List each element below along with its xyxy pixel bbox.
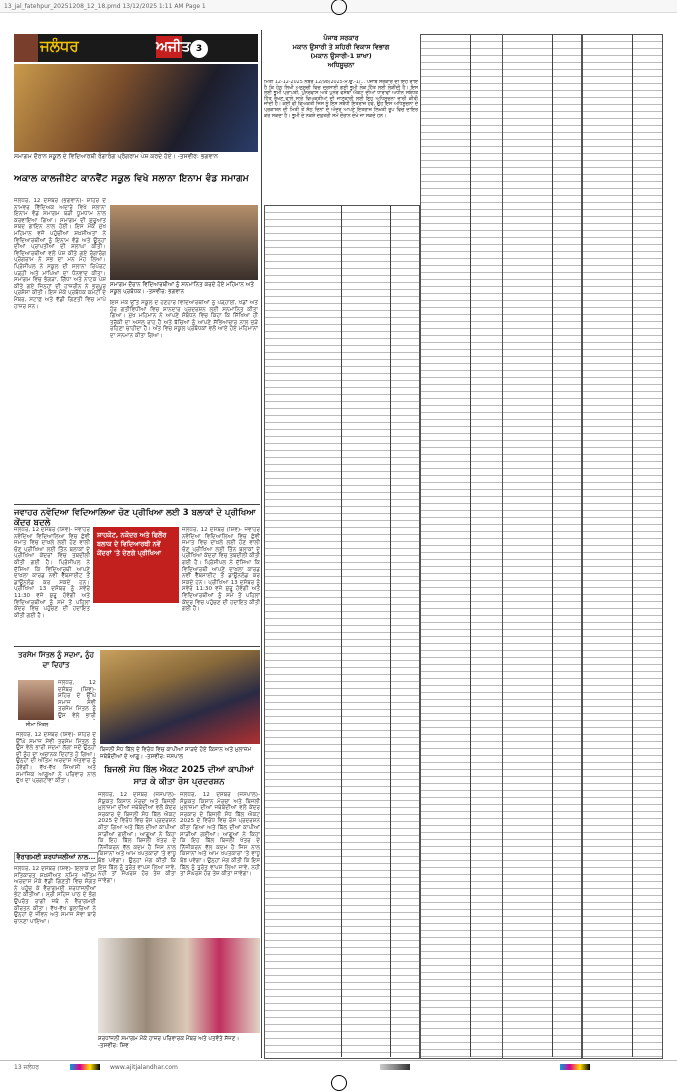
story2-highlight-box: ਸ਼ਾਹਕੋਟ, ਨਕੋਦਰ ਅਤੇ ਫਿਲੌਰ ਬਲਾਕ ਦੇ ਵਿਦਿਆਰਥੀ ਨਵੇਂ ਕੇਂਦਰਾਂ 'ਤੇ ਦੇਣਗੇ ਪ੍ਰੀਖਿਆ — [93, 527, 179, 603]
footer-center: www.ajitjalandhar.com — [110, 1064, 178, 1071]
table-column-divider — [552, 34, 553, 1057]
notice-title-line: ਪੰਜਾਬ ਸਰਕਾਰ — [323, 34, 359, 42]
story5-body: ਜਲੰਧਰ, 12 ਦਸੰਬਰ (ਸ਼ਿਵ)- ਇਲਾਕੇ ਦੀ ਸਤਿਕਾਰਤ ਸ਼ਖ਼ਸੀਅਤ ਨਮਿਤ ਅੰਤਿਮ ਅਰਦਾਸ ਮੌਕੇ ਵੱਡੀ ਗਿਣਤੀ ਵਿਚ ਸੰਗਤ ਨੇ ਪਹੁੰਚ ਕੇ ਵੈਰਾਗਮਈ ਸ਼ਰਧਾਂਜਲੀਆਂ ਭੇਟ ਕੀਤੀਆਂ। ਸ੍ਰੀ ਸਹਿਜ ਪਾਠ ਦੇ ਭੋਗ ਉਪਰੰਤ ਰਾਗੀ ਜਥੇ ਨੇ ਵੈਰਾਗਮਈ ਕੀਰਤਨ ਕੀਤਾ। ਵੱਖ-ਵੱਖ ਬੁਲਾਰਿਆਂ ਨੇ ਉਨ੍ਹਾਂ ਦੇ ਜੀਵਨ ਅਤੇ ਸਮਾਜ ਸੇਵਾ ਬਾਰੇ ਚਾਨਣਾ ਪਾਇਆ। — [14, 866, 96, 925]
story5-photo — [98, 938, 260, 1033]
portrait-photo — [18, 680, 54, 720]
hero-caption: ਸਮਾਗਮ ਦੌਰਾਨ ਸਕੂਲ ਦੇ ਵਿਦਿਆਰਥੀ ਰੰਗਾਰੰਗ ਪ੍ਰੋਗਰਾਮ ਪੇਸ਼ ਕਰਦੇ ਹੋਏ। -ਤਸਵੀਰ: ਭਗਵਾਨ — [14, 153, 218, 160]
brand-city: ਜਲੰਧਰ — [40, 37, 79, 55]
story1-headline: ਅਕਾਲ ਕਾਲਜੀਏਟ ਕਾਨਵੈਂਟ ਸਕੂਲ ਵਿਖੇ ਸਲਾਨਾ ਇਨਾਮ ਵੰਡ ਸਮਾਗਮ — [14, 174, 249, 184]
story5-photo-caption: ਸ਼ਰਧਾਂਜਲੀ ਸਮਾਗਮ ਮੌਕੇ ਹਾਜ਼ਰ ਪਰਿਵਾਰਕ ਮੈਂਬਰ ਅਤੇ ਪਤਵੰਤੇ ਸੱਜਣ। -ਤਸਵੀਰ: ਸ਼ਿਵ — [98, 1036, 240, 1049]
story2-body: ਜਲੰਧਰ, 12 ਦਸੰਬਰ (ਸ਼ਿਵ)- ਜਵਾਹਰ ਨਵੋਦਿਆ ਵਿਦਿਆਲਿਆ ਵਿਚ ਛੇਵੀਂ ਜਮਾਤ ਵਿਚ ਦਾਖ਼ਲੇ ਲਈ ਹੋਣ ਵਾਲੀ ਚੋਣ ਪ੍ਰੀਖਿਆ ਲਈ ਤਿੰਨ ਬਲਾਕਾਂ ਦੇ ਪ੍ਰੀਖਿਆ ਕੇਂਦਰਾਂ ਵਿਚ ਤਬਦੀਲੀ ਕੀਤੀ ਗਈ ਹੈ। ਪ੍ਰਿੰਸੀਪਲ ਨੇ ਦੱਸਿਆ ਕਿ ਵਿਦਿਆਰਥੀ ਆਪਣੇ ਦਾਖ਼ਲਾ ਕਾਰਡ ਨਵੀਂ ਵੈੱਬਸਾਈਟ ਤੋਂ ਡਾਊਨਲੋਡ ਕਰ ਸਕਦੇ ਹਨ। ਪ੍ਰੀਖਿਆ 13 ਦਸੰਬਰ ਨੂੰ ਸਵੇਰੇ 11:30 ਵਜੇ ਸ਼ੁਰੂ ਹੋਵੇਗੀ ਅਤੇ ਵਿਦਿਆਰਥੀਆਂ ਨੂੰ ਸਮੇਂ ਤੋਂ ਪਹਿਲਾਂ ਕੇਂਦਰ ਵਿਚ ਪਹੁੰਚਣ ਦੀ ਹਦਾਇਤ ਕੀਤੀ ਗਈ ਹੈ। — [14, 527, 90, 619]
brand-paper: ਅਜੀਤ — [156, 36, 182, 58]
story5-headline: ਵੈਰਾਗਮਈ ਸ਼ਰਧਾਂਜਲੀਆਂ ਨਾਲ... — [14, 852, 98, 863]
gray-bar — [380, 1064, 410, 1070]
story3-body-side: ਜਲੰਧਰ, 12 ਦਸੰਬਰ (ਸ਼ਿਵ)- ਸ਼ਹਿਰ ਦੇ ਉੱਘੇ ਸਮਾਜ ਸੇਵੀ ਤਰਸੇਮ ਮਿੱਤਲ ਨੂੰ ਉਸ ਵੇਲੇ ਭਾਰੀ — [58, 680, 96, 719]
column-divider — [261, 30, 262, 1058]
schedule-table-col3 — [502, 34, 582, 1059]
schedule-table-col4 — [582, 34, 663, 1059]
notice-title-line: (ਮਕਾਨ ਉਸਾਰੀ-1 ਸ਼ਾਖਾ) — [310, 52, 372, 60]
story1-photo — [110, 205, 258, 280]
story4-body-continued: ਜਲੰਧਰ, 12 ਦਸੰਬਰ (ਜਸਪਾਲ)- ਸੰਯੁਕਤ ਕਿਸਾਨ ਮੋਰਚਾ ਅਤੇ ਬਿਜਲੀ ਮੁਲਾਜ਼ਮਾਂ ਦੀਆਂ ਜਥੇਬੰਦੀਆਂ ਵਲੋਂ ਕੇਂਦਰ ਸਰਕਾਰ ਦੇ ਬਿਜਲੀ ਸੋਧ ਬਿੱਲ ਐਕਟ 2025 ਦੇ ਵਿਰੋਧ ਵਿਚ ਰੋਸ ਪ੍ਰਦਰਸ਼ਨ ਕੀਤਾ ਗਿਆ ਅਤੇ ਬਿੱਲ ਦੀਆਂ ਕਾਪੀਆਂ ਸਾੜੀਆਂ ਗਈਆਂ। ਆਗੂਆਂ ਨੇ ਕਿਹਾ ਕਿ ਇਹ ਬਿੱਲ ਬਿਜਲੀ ਖੇਤਰ ਦੇ ਨਿੱਜੀਕਰਨ ਵੱਲ ਕਦਮ ਹੈ ਜਿਸ ਨਾਲ ਕਿਸਾਨਾਂ ਅਤੇ ਆਮ ਖਪਤਕਾਰਾਂ 'ਤੇ ਵਾਧੂ ਬੋਝ ਪਵੇਗਾ। ਉਨ੍ਹਾਂ ਮੰਗ ਕੀਤੀ ਕਿ ਇਸ ਬਿੱਲ ਨੂੰ ਤੁਰੰਤ ਵਾਪਸ ਲਿਆ ਜਾਵੇ, ਨਹੀਂ ਤਾਂ ਸੰਘਰਸ਼ ਹੋਰ ਤੇਜ਼ ਕੀਤਾ ਜਾਵੇਗਾ। — [180, 792, 260, 878]
color-bar — [560, 1064, 590, 1070]
table-column-divider — [470, 34, 471, 1057]
print-info: 13_jal_fatehpur_20251208_12_18.pmd 13/12/2025 1:11 AM Page 1 — [4, 3, 206, 10]
story1-photo-caption: ਸਮਾਗਮ ਦੌਰਾਨ ਵਿਦਿਆਰਥੀਆਂ ਨੂੰ ਸਨਮਾਨਿਤ ਕਰਦੇ ਹੋਏ ਮਹਿਮਾਨ ਅਤੇ ਸਕੂਲ ਪ੍ਰਬੰਧਕ। -ਤਸਵੀਰ: ਭਗਵਾਨ — [110, 282, 255, 295]
story4-headline: ਬਿਜਲੀ ਸੋਧ ਬਿੱਲ ਐਕਟ 2025 ਦੀਆਂ ਕਾਪੀਆਂ ਸਾੜ ਕੇ ਕੀਤਾ ਰੋਸ ਪ੍ਰਦਰਸ਼ਨ — [104, 765, 254, 787]
footer — [0, 1060, 677, 1075]
story3-body: ਜਲੰਧਰ, 12 ਦਸੰਬਰ (ਸ਼ਿਵ)- ਸ਼ਹਿਰ ਦੇ ਉੱਘੇ ਸਮਾਜ ਸੇਵੀ ਤਰਸੇਮ ਮਿੱਤਲ ਨੂੰ ਉਸ ਵੇਲੇ ਭਾਰੀ ਸਦਮਾ ਲੱਗਾ ਜਦੋਂ ਉਨ੍ਹਾਂ ਦੀ ਨੂੰਹ ਦਾ ਅਚਾਨਕ ਦਿਹਾਂਤ ਹੋ ਗਿਆ। ਉਨ੍ਹਾਂ ਦੀ ਅੰਤਿਮ ਅਰਦਾਸ ਐਤਵਾਰ ਨੂੰ ਹੋਵੇਗੀ। ਵੱਖ-ਵੱਖ ਸਿਆਸੀ ਅਤੇ ਸਮਾਜਿਕ ਆਗੂਆਂ ਨੇ ਪਰਿਵਾਰ ਨਾਲ ਦੁੱਖ ਦਾ ਪ੍ਰਗਟਾਵਾ ਕੀਤਾ। — [16, 732, 96, 785]
notice-title-line: ਅਧਿਸੂਚਨਾ — [327, 61, 355, 69]
story2-body-continued: ਜਲੰਧਰ, 12 ਦਸੰਬਰ (ਸ਼ਿਵ)- ਜਵਾਹਰ ਨਵੋਦਿਆ ਵਿਦਿਆਲਿਆ ਵਿਚ ਛੇਵੀਂ ਜਮਾਤ ਵਿਚ ਦਾਖ਼ਲੇ ਲਈ ਹੋਣ ਵਾਲੀ ਚੋਣ ਪ੍ਰੀਖਿਆ ਲਈ ਤਿੰਨ ਬਲਾਕਾਂ ਦੇ ਪ੍ਰੀਖਿਆ ਕੇਂਦਰਾਂ ਵਿਚ ਤਬਦੀਲੀ ਕੀਤੀ ਗਈ ਹੈ। ਪ੍ਰਿੰਸੀਪਲ ਨੇ ਦੱਸਿਆ ਕਿ ਵਿਦਿਆਰਥੀ ਆਪਣੇ ਦਾਖ਼ਲਾ ਕਾਰਡ ਨਵੀਂ ਵੈੱਬਸਾਈਟ ਤੋਂ ਡਾਊਨਲੋਡ ਕਰ ਸਕਦੇ ਹਨ। ਪ੍ਰੀਖਿਆ 13 ਦਸੰਬਰ ਨੂੰ ਸਵੇਰੇ 11:30 ਵਜੇ ਸ਼ੁਰੂ ਹੋਵੇਗੀ ਅਤੇ ਵਿਦਿਆਰਥੀਆਂ ਨੂੰ ਸਮੇਂ ਤੋਂ ਪਹਿਲਾਂ ਕੇਂਦਰ ਵਿਚ ਪਹੁੰਚਣ ਦੀ ਹਦਾਇਤ ਕੀਤੀ ਗਈ ਹੈ। — [182, 527, 260, 613]
table-column-divider — [390, 205, 391, 1057]
story4-photo — [100, 650, 260, 744]
notice-title — [264, 34, 418, 70]
page-number: 3 — [190, 40, 208, 58]
notice-title-line: ਮਕਾਨ ਉਸਾਰੀ ਤੇ ਸ਼ਹਿਰੀ ਵਿਕਾਸ ਵਿਭਾਗ — [292, 43, 390, 51]
color-bar — [70, 1064, 100, 1070]
hero-photo — [14, 64, 258, 152]
story1-body-continued: ਇਸ ਮੌਕੇ ਉੱਤੇ ਸਕੂਲ ਦੇ ਹੋਣਹਾਰ ਵਿਦਿਆਰਥੀਆਂ ਨੂੰ ਪੜ੍ਹਾਈ, ਖੇਡਾਂ ਅਤੇ ਹੋਰ ਗਤੀਵਿਧੀਆਂ ਵਿਚ ਸ਼ਾਨਦਾਰ ਪ੍ਰਦਰਸ਼ਨ ਲਈ ਸਨਮਾਨਿਤ ਕੀਤਾ ਗਿਆ। ਮੁੱਖ ਮਹਿਮਾਨ ਨੇ ਆਪਣੇ ਸੰਬੋਧਨ ਵਿਚ ਕਿਹਾ ਕਿ ਸਿੱਖਿਆ ਹੀ ਤਰੱਕੀ ਦਾ ਅਸਲ ਰਾਹ ਹੈ ਅਤੇ ਬੱਚਿਆਂ ਨੂੰ ਆਪਣੇ ਸੱਭਿਆਚਾਰ ਨਾਲ ਜੁੜੇ ਰਹਿਣਾ ਚਾਹੀਦਾ ਹੈ। ਅੰਤ ਵਿਚ ਸਕੂਲ ਪ੍ਰਬੰਧਕਾਂ ਵਲੋਂ ਆਏ ਹੋਏ ਮਹਿਮਾਨਾਂ ਦਾ ਸਨਮਾਨ ਕੀਤਾ ਗਿਆ। — [110, 300, 258, 339]
divider — [14, 646, 260, 647]
notice-body: ਮਿਤੀ 12-12-2025 ਨੰਬਰ 12/98/2025-ਮ.ਉ.-1/... ਪੰਜਾਬ ਸਰਕਾਰ ਦੀ ਇਹ ਰਾਇ ਹੈ ਕਿ ਹੇਠ ਲਿਖੀ ਅਨੁਸੂਚੀ ਵਿਚ ਦਰਸਾਈ ਗਈ ਭੂਮੀ ਲੋਕ ਹਿੱਤ ਲਈ ਲੋੜੀਂਦੀ ਹੈ। ਇਸ ਲਈ ਭੂਮੀ ਪ੍ਰਾਪਤੀ, ਪੁਨਰਵਾਸ ਅਤੇ ਪੁਨਰ ਵਸੇਬਾ ਐਕਟ ਦੀਆਂ ਧਾਰਾਵਾਂ ਅਧੀਨ ਸਬੰਧਤ ਹਿੱਤ ਰੱਖਣ ਵਾਲੇ ਸਾਰੇ ਵਿਅਕਤੀਆਂ ਦੀ ਜਾਣਕਾਰੀ ਲਈ ਇਹ ਅਧਿਸੂਚਨਾ ਜਾਰੀ ਕੀਤੀ ਜਾਂਦੀ ਹੈ। ਕੋਈ ਵੀ ਵਿਅਕਤੀ ਜਿਸ ਨੂੰ ਇਸ ਸਬੰਧੀ ਇਤਰਾਜ਼ ਹੋਵੇ, ਉਹ ਇਸ ਅਧਿਸੂਚਨਾ ਦੇ ਪ੍ਰਕਾਸ਼ਨ ਦੀ ਮਿਤੀ ਤੋਂ ਸੱਠ ਦਿਨਾਂ ਦੇ ਅੰਦਰ ਆਪਣੇ ਇਤਰਾਜ਼ ਲਿਖਤੀ ਰੂਪ ਵਿਚ ਦਾਇਰ ਕਰ ਸਕਦਾ ਹੈ। ਭੂਮੀ ਦੇ ਨਕਸ਼ੇ ਦਫ਼ਤਰੀ ਸਮੇਂ ਦੌਰਾਨ ਦੇਖੇ ਜਾ ਸਕਦੇ ਹਨ। — [264, 80, 418, 119]
story3-headline: ਤਰਸੇਮ ਮਿੱਤਲ ਨੂੰ ਸਦਮਾ, ਨੂੰਹ ਦਾ ਦਿਹਾਂਤ — [18, 651, 94, 669]
portrait-label: ਸੀਮਾ ਮਿੱਤਲ — [25, 722, 49, 728]
divider — [14, 504, 260, 505]
footer-left: 13 ਜਲੰਧਰ — [14, 1064, 40, 1071]
story2-headline: ਜਵਾਹਰ ਨਵੋਦਿਆ ਵਿਦਿਆਲਿਆ ਚੋਣ ਪ੍ਰੀਖਿਆ ਲਈ 3 ਬਲਾਕਾਂ ਦੇ ਪ੍ਰੀਖਿਆ ਕੇਂਦਰ ਬਦਲੇ — [14, 508, 256, 528]
masthead-thumbnail — [14, 34, 38, 62]
story4-photo-caption: ਬਿਜਲੀ ਸੋਧ ਬਿੱਲ ਦੇ ਵਿਰੋਧ ਵਿਚ ਕਾਪੀਆਂ ਸਾੜਦੇ ਹੋਏ ਕਿਸਾਨ ਅਤੇ ਮੁਲਾਜ਼ਮ ਜਥੇਬੰਦੀਆਂ ਦੇ ਆਗੂ। -ਤਸਵੀਰ: ਜਸਪਾਲ — [100, 747, 252, 760]
story1-body: ਜਲੰਧਰ, 12 ਦਸੰਬਰ (ਭਗਵਾਨ)- ਸ਼ਹਿਰ ਦੇ ਨਾਮਵਰ ਵਿੱਦਿਅਕ ਅਦਾਰੇ ਵਿਖੇ ਸਲਾਨਾ ਇਨਾਮ ਵੰਡ ਸਮਾਗਮ ਬੜੀ ਧੂਮਧਾਮ ਨਾਲ ਕਰਵਾਇਆ ਗਿਆ। ਸਮਾਗਮ ਦੀ ਸ਼ੁਰੂਆਤ ਸ਼ਬਦ ਗਾਇਨ ਨਾਲ ਹੋਈ। ਇਸ ਮੌਕੇ ਮੁੱਖ ਮਹਿਮਾਨ ਵਜੋਂ ਪਹੁੰਚੀਆਂ ਸ਼ਖ਼ਸੀਅਤਾਂ ਨੇ ਵਿਦਿਆਰਥੀਆਂ ਨੂੰ ਇਨਾਮ ਵੰਡੇ ਅਤੇ ਉਨ੍ਹਾਂ ਦੀਆਂ ਪ੍ਰਾਪਤੀਆਂ ਦੀ ਸ਼ਲਾਘਾ ਕੀਤੀ। ਵਿਦਿਆਰਥੀਆਂ ਵਲੋਂ ਪੇਸ਼ ਕੀਤੇ ਗਏ ਰੰਗਾਰੰਗ ਪ੍ਰੋਗਰਾਮ ਨੇ ਸਭ ਦਾ ਮਨ ਮੋਹ ਲਿਆ। ਪ੍ਰਿੰਸੀਪਲ ਨੇ ਸਕੂਲ ਦੀ ਸਲਾਨਾ ਰਿਪੋਰਟ ਪੜ੍ਹੀ ਅਤੇ ਮਾਪਿਆਂ ਦਾ ਧੰਨਵਾਦ ਕੀਤਾ। ਸਮਾਗਮ ਵਿਚ ਭੰਗੜਾ, ਗਿੱਧਾ ਅਤੇ ਨਾਟਕ ਪੇਸ਼ ਕੀਤੇ ਗਏ ਜਿਨ੍ਹਾਂ ਦੀ ਹਾਜ਼ਰੀਨ ਨੇ ਭਰਪੂਰ ਪ੍ਰਸ਼ੰਸਾ ਕੀਤੀ। ਇਸ ਮੌਕੇ ਪ੍ਰਬੰਧਕ ਕਮੇਟੀ ਦੇ ਮੈਂਬਰ, ਸਟਾਫ਼ ਅਤੇ ਵੱਡੀ ਗਿਣਤੀ ਵਿਚ ਮਾਪੇ ਹਾਜ਼ਰ ਸਨ। — [14, 198, 106, 310]
schedule-table-left — [264, 205, 420, 1059]
table-column-divider — [632, 34, 633, 1057]
schedule-table-col2 — [420, 34, 503, 1059]
story4-body: ਜਲੰਧਰ, 12 ਦਸੰਬਰ (ਜਸਪਾਲ)- ਸੰਯੁਕਤ ਕਿਸਾਨ ਮੋਰਚਾ ਅਤੇ ਬਿਜਲੀ ਮੁਲਾਜ਼ਮਾਂ ਦੀਆਂ ਜਥੇਬੰਦੀਆਂ ਵਲੋਂ ਕੇਂਦਰ ਸਰਕਾਰ ਦੇ ਬਿਜਲੀ ਸੋਧ ਬਿੱਲ ਐਕਟ 2025 ਦੇ ਵਿਰੋਧ ਵਿਚ ਰੋਸ ਪ੍ਰਦਰਸ਼ਨ ਕੀਤਾ ਗਿਆ ਅਤੇ ਬਿੱਲ ਦੀਆਂ ਕਾਪੀਆਂ ਸਾੜੀਆਂ ਗਈਆਂ। ਆਗੂਆਂ ਨੇ ਕਿਹਾ ਕਿ ਇਹ ਬਿੱਲ ਬਿਜਲੀ ਖੇਤਰ ਦੇ ਨਿੱਜੀਕਰਨ ਵੱਲ ਕਦਮ ਹੈ ਜਿਸ ਨਾਲ ਕਿਸਾਨਾਂ ਅਤੇ ਆਮ ਖਪਤਕਾਰਾਂ 'ਤੇ ਵਾਧੂ ਬੋਝ ਪਵੇਗਾ। ਉਨ੍ਹਾਂ ਮੰਗ ਕੀਤੀ ਕਿ ਇਸ ਬਿੱਲ ਨੂੰ ਤੁਰੰਤ ਵਾਪਸ ਲਿਆ ਜਾਵੇ, ਨਹੀਂ ਤਾਂ ਸੰਘਰਸ਼ ਹੋਰ ਤੇਜ਼ ਕੀਤਾ ਜਾਵੇਗਾ। — [98, 792, 176, 884]
table-column-divider — [341, 205, 342, 1057]
